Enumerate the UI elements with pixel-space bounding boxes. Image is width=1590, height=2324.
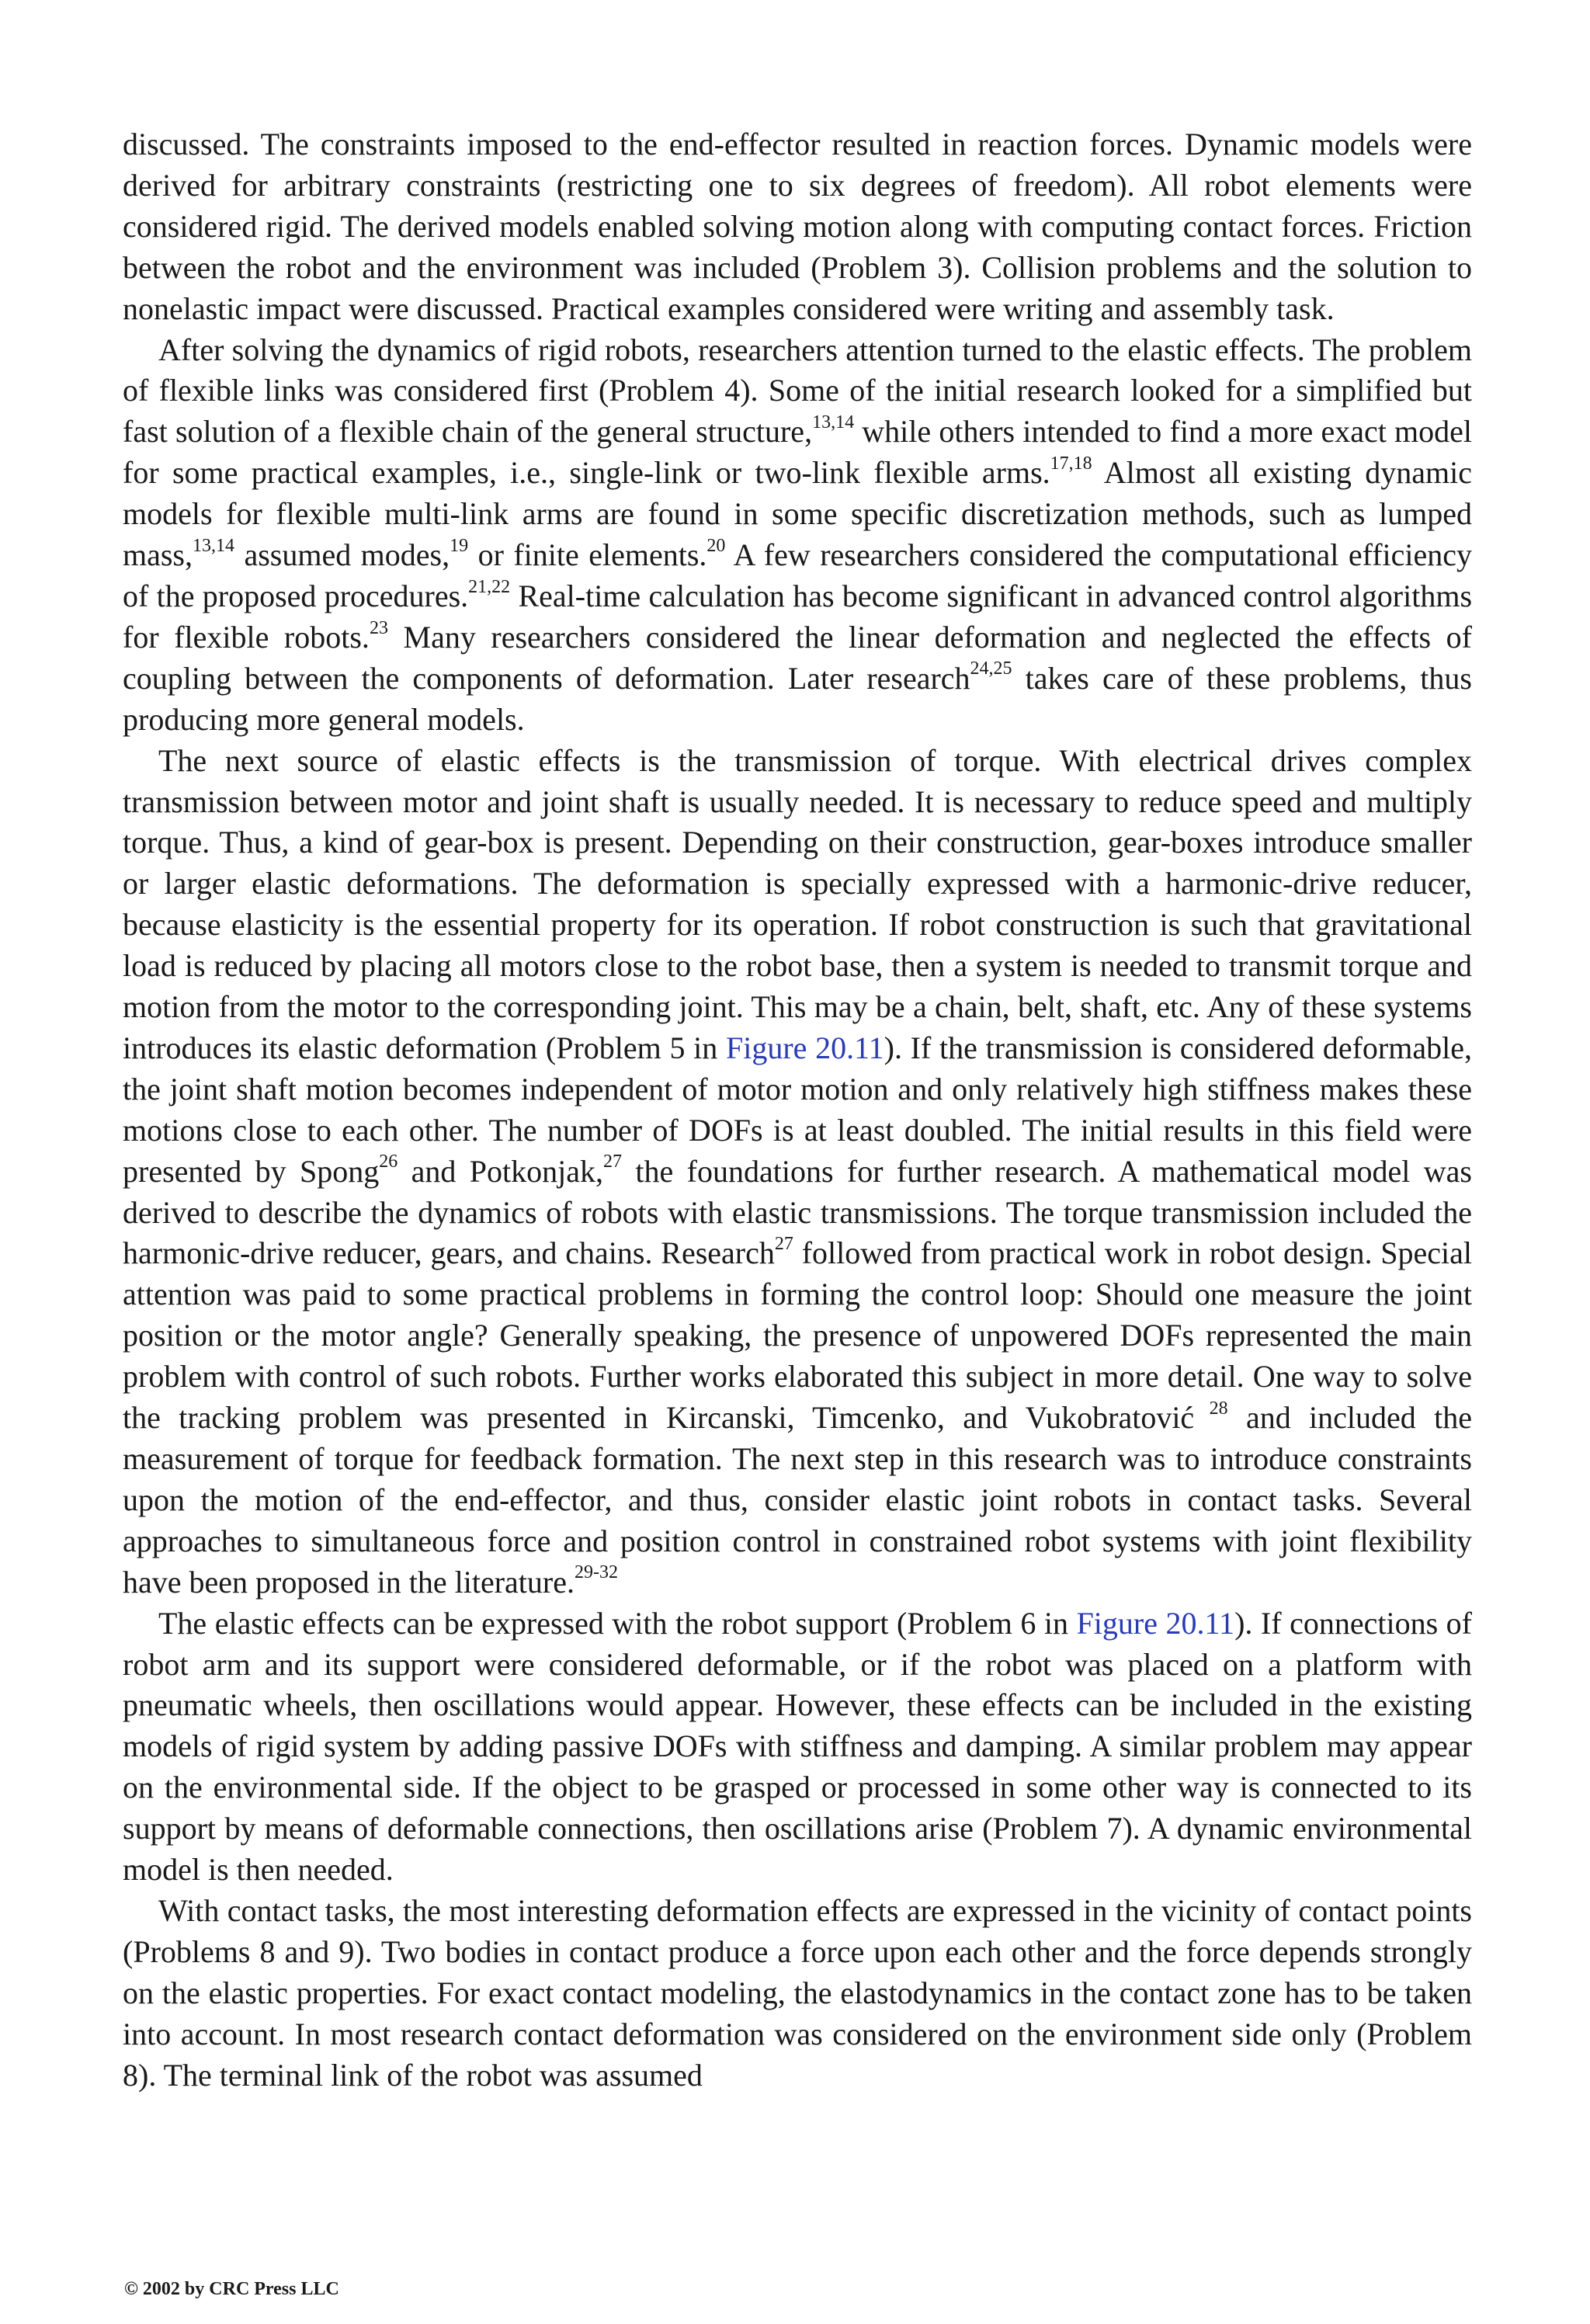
paragraph-text: takes care of these problems, thus producing more general models. (123, 660, 1472, 737)
paragraph-text: followed from practical work in robot design. Special attention was paid to some practical problems in forming the control loop: Should one measure the joint position or the motor angle? Generally speaking, the presence of unpowered DOFs represented the main problem with control of such robots. Further works elaborated this subject in more detail. One way to solve the tracking problem was presented in Kircanski, Timcenko, and Vukobratović (123, 1235, 1472, 1436)
citation-superscript: 24,25 (970, 658, 1012, 679)
paragraph (123, 1603, 1472, 1891)
paragraph (123, 124, 1472, 330)
figure-reference-link[interactable]: Figure 20.11 (1076, 1605, 1235, 1641)
citation-superscript: 13,14 (193, 535, 234, 556)
paragraph-text: ). If the transmission is considered deformable, the joint shaft motion becomes independent of motor motion and only relatively high stiffness makes these motions close to each other. The number of DOFs is at least doubled. The initial results in this field were presented by Spong (123, 1030, 1472, 1189)
paragraph (123, 741, 1472, 1603)
paragraph-text: Almost all existing dynamic models for flexible multi-link arms are found in some specific discretization methods, such as lumped mass, (123, 455, 1472, 573)
paragraph-text: assumed modes, (234, 537, 450, 573)
citation-superscript: 29-32 (575, 1562, 618, 1583)
paragraph-text: discussed. The constraints imposed to the end-effector resulted in reaction forces. Dynamic models were derived for arbitrary constraints (restricting one to six degrees of freedom). All robot elements were considered rigid. The derived models enabled solving motion along with computing contact forces. Friction between the robot and the environment was included (Problem 3). Collision problems and the solution to nonelastic impact were discussed. Practical examples considered were writing and assembly task. (123, 127, 1472, 326)
citation-superscript: 21,22 (468, 576, 511, 597)
citation-superscript: 17,18 (1050, 453, 1092, 474)
paragraph-text: Many researchers considered the linear deformation and neglected the effects of coupling between the components of deformation. Later research (123, 619, 1472, 696)
citation-superscript: 19 (450, 535, 469, 556)
paragraph-text: The elastic effects can be expressed with the robot support (Problem 6 in (158, 1605, 1077, 1641)
citation-superscript: 27 (774, 1234, 793, 1255)
copyright-footer: © 2002 by CRC Press LLC (124, 2279, 339, 2299)
citation-superscript: 28 (1194, 1398, 1228, 1419)
paragraph-text: The next source of elastic effects is the transmission of torque. With electrical drives complex transmission between motor and joint shaft is usually needed. It is necessary to reduce speed and multiply torque. Thus, a kind of gear-box is present. Depending on their construction, gear-boxes introduce smaller or larger elastic deformations. The deformation is specially expressed with a harmonic-drive reducer, because elasticity is the essential property for its operation. If robot construction is such that gravitational load is reduced by placing all motors close to the robot base, then a system is needed to transmit torque and motion from the motor to the corresponding joint. This may be a chain, belt, shaft, etc. Any of these systems introduces its elastic deformation (Problem 5 in (123, 742, 1472, 1065)
paragraph (123, 1891, 1472, 2096)
paragraph-text: while others intended to find a more exact model for some practical examples, i.e., single-link or two-link flexible arms. (123, 414, 1472, 491)
paragraph (123, 330, 1472, 741)
citation-superscript: 27 (603, 1152, 623, 1172)
paragraph-text: With contact tasks, the most interesting deformation effects are expressed in the vicinity of contact points (Problems 8 and 9). Two bodies in contact produce a force upon each other and the force depends strongly on the elastic properties. For exact contact modeling, the elastodynamics in the contact zone has to be taken into account. In most research contact deformation was considered on the environment side only (Problem 8). The terminal link of the robot was assumed (123, 1892, 1472, 2093)
figure-reference-link[interactable]: Figure 20.11 (725, 1030, 884, 1065)
paragraph-text: A few researchers considered the computational efficiency of the proposed procedures. (123, 537, 1473, 613)
paragraph-text: the foundations for further research. A mathematical model was derived to describe the dynamics of robots with elastic transmissions. The torque transmission included the harmonic-drive reducer, gears, and chains. Research (123, 1153, 1472, 1271)
paragraph-text: and included the measurement of torque for feedback formation. The next step in this research was to introduce constraints upon the motion of the end-effector, and thus, consider elastic joint robots in contact tasks. Several approaches to simultaneous force and position control in constrained robot systems with joint flexibility have been proposed in the literature. (123, 1400, 1473, 1600)
paragraph-text: and Potkonjak, (398, 1153, 604, 1189)
paragraph-text: ). If connections of robot arm and its support were considered deformable, or if the robot was placed on a platform with pneumatic wheels, then oscillations would appear. However, these effects can be included in the existing models of rigid system by adding passive DOFs with stiffness and damping. A similar problem may appear on the environmental side. If the object to be grasped or processed in some other way is connected to its support by means of deformable connections, then oscillations arise (Problem 7). A dynamic environmental model is then needed. (123, 1605, 1473, 1888)
page-body (123, 124, 1472, 2096)
citation-superscript: 20 (706, 535, 726, 556)
paragraph-text: or finite elements. (468, 537, 707, 573)
paragraph-text: Real-time calculation has become significant in advanced control algorithms for flexible robots. (123, 578, 1473, 655)
citation-superscript: 13,14 (812, 412, 855, 433)
citation-superscript: 26 (379, 1152, 398, 1172)
citation-superscript: 23 (369, 617, 388, 638)
paragraph-text: After solving the dynamics of rigid robots, researchers attention turned to the elastic effects. The problem of flexible links was considered first (Problem 4). Some of the initial research looked for a simplified but fast solution of a flexible chain of the general structure, (123, 332, 1472, 450)
